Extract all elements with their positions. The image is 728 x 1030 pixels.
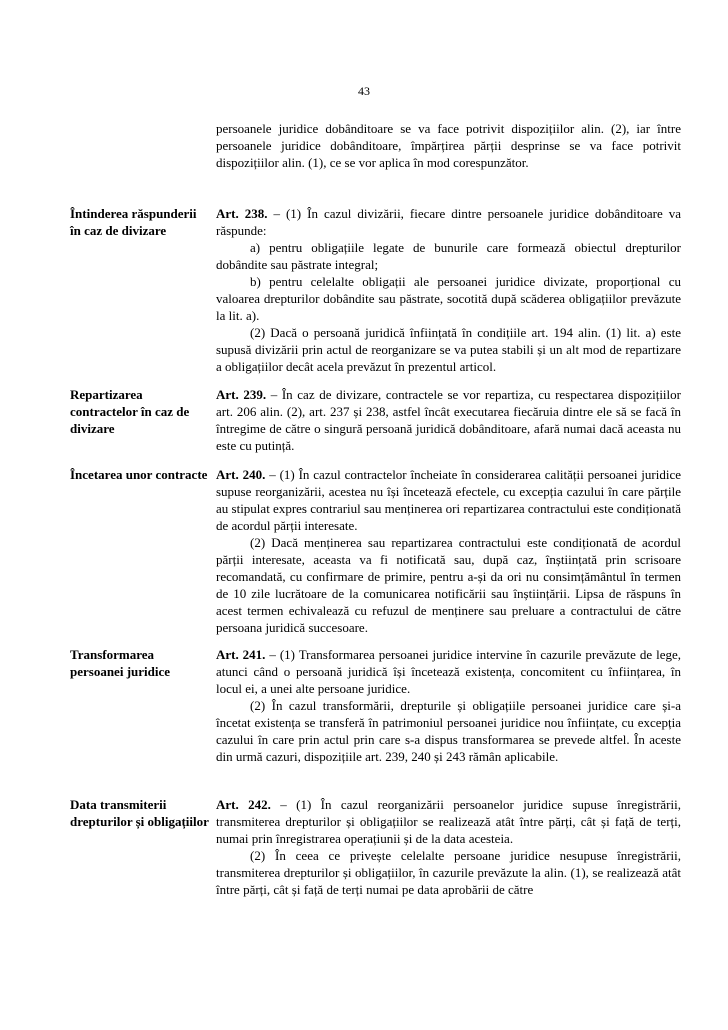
article-body-239 <box>216 386 681 454</box>
article-paragraph: b) pentru celelalte obligații ale persoanei juridice divizate, proporțional cu valoarea drepturilor dobândite sau păstrate, socotită după scăderea obligațiilor prevăzute la lit. a). <box>216 274 681 323</box>
article-paragraph <box>216 796 681 847</box>
article-paragraph: (2) În cazul transformării, drepturile și obligațiile persoanei juridice care și-a încetat existența se transferă în patrimoniul persoanei juridice nou înființate, cu excepția cazului în care prin actul prin care s-a dispus transformarea se prevede altfel. În aceste din urmă cazuri, dispozițiile art. 239, 240 și 243 rămân aplicabile. <box>216 698 681 764</box>
article-paragraph: a) pentru obligațiile legate de bunurile care formează obiectul drepturilor dobândite sau păstrate integral; <box>216 240 681 272</box>
article-paragraph <box>216 646 681 697</box>
article-paragraph <box>216 386 681 454</box>
article-paragraph: (2) Dacă menținerea sau repartizarea contractului este condiționată de acordul părții interesate, aceasta va fi notificată sau, după caz, înștiințată prin scrisoare recomandată, cu confirmare de primire, pentru a-și da ori nu consimțământul în termen de 10 zile lucrătoare de la comunicarea notificării sau înștiințării. Lipsa de răspuns în acest termen echivalează cu refuzul de menținere sau preluare a contractului de către persoana juridică succesoare. <box>216 535 681 635</box>
article-number: Art. 240. <box>216 467 266 482</box>
side-label-238: Întinderea răspunderii în caz de divizare <box>70 206 197 238</box>
article-number: Art. 238. <box>216 206 268 221</box>
article-text: – (1) Transformarea persoanei juridice intervine în cazurile prevăzute de lege, atunci când o persoană juridică își încetează existența, concomitent cu înființarea, în locul ei, a unei alte persoane juridice. <box>216 647 681 696</box>
page-number: 43 <box>358 84 370 98</box>
article-text: – În caz de divizare, contractele se vor repartiza, cu respectarea dispozițiilor art. 206 alin. (2), art. 237 și 238, astfel încât executarea fiecăruia dintre ele să se facă în întregime de către o singură persoană juridică dobânditoare, afară numai dacă aceasta nu este cu putință. <box>216 387 681 453</box>
intro-paragraph: persoanele juridice dobânditoare se va face potrivit dispozițiilor alin. (2), iar între persoanele juridice dobânditoare, împărțirea părții desprinse se va face potrivit dispozițiilor alin. (1), ce se vor aplica în mod corespunzător. <box>216 121 681 170</box>
article-paragraph <box>216 466 681 534</box>
side-label-242: Data transmiterii drepturilor și obligațiilor <box>70 797 209 829</box>
side-label-240: Încetarea unor contracte <box>70 467 208 482</box>
article-number: Art. 242. <box>216 797 271 812</box>
article-paragraph <box>216 205 681 239</box>
article-body-242 <box>216 796 681 898</box>
article-text: – (1) În cazul reorganizării persoanelor juridice supuse înregistrării, transmiterea drepturilor și obligațiilor se realizează atât între părți, cât și față de terți, numai prin înregistrarea operațiunii și de la data acesteia. <box>216 797 681 846</box>
article-number: Art. 239. <box>216 387 267 402</box>
article-body-240 <box>216 466 681 636</box>
article-text: – (1) În cazul divizării, fiecare dintre persoanele juridice dobânditoare va răspunde: <box>216 206 681 238</box>
article-paragraph: (2) Dacă o persoană juridică înființată în condițiile art. 194 alin. (1) lit. a) este supusă divizării prin actul de reorganizare se va putea stabili și un alt mod de repartizare a obligațiilor decât acela prevăzut în prezentul articol. <box>216 325 681 374</box>
side-label-239: Repartizarea contractelor în caz de divizare <box>70 387 190 436</box>
article-number: Art. 241. <box>216 647 266 662</box>
side-label-241: Transformarea persoanei juridice <box>70 647 171 679</box>
article-body-238 <box>216 205 681 375</box>
article-text: – (1) În cazul contractelor încheiate în considerarea calității persoanei juridice supuse reorganizării, acestea nu își încetează efectele, cu excepția cazului în care părțile au stipulat expres contrariul sau menținerea ori repartizarea contractului este condiționată de acordul părții interesate. <box>216 467 681 533</box>
article-paragraph: (2) În ceea ce privește celelalte persoane juridice nesupuse înregistrării, transmiterea drepturilor și obligațiilor, în cazurile prevăzute la alin. (1), se realizează atât între părți, cât și față de terți numai pe data aprobării de către <box>216 848 681 897</box>
intro-text <box>216 120 681 171</box>
article-body-241 <box>216 646 681 765</box>
